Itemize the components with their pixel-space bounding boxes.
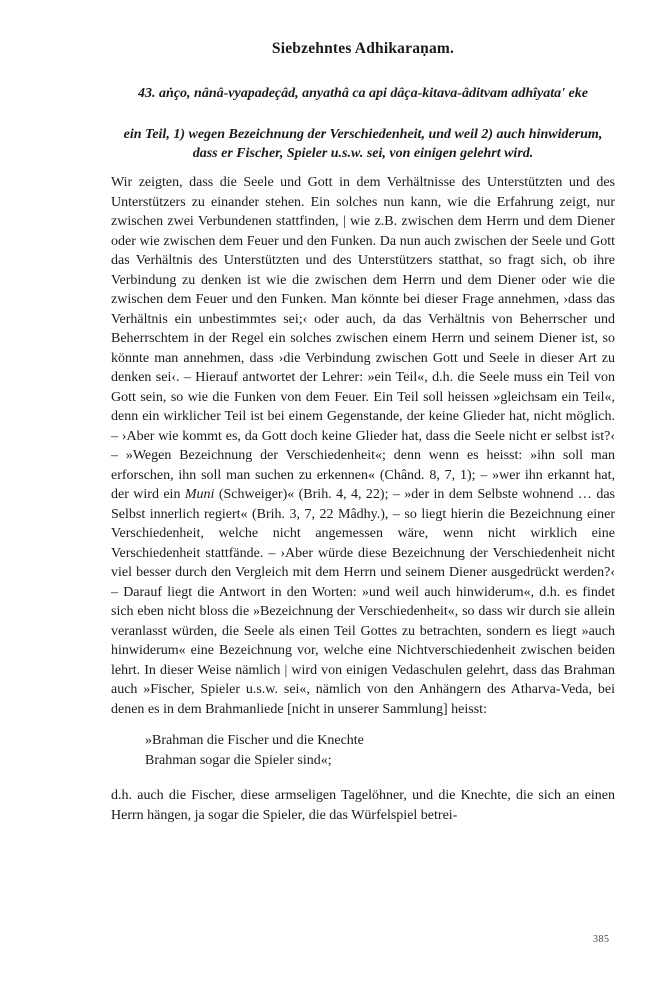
chapter-title: Siebzehntes Adhikaraṇam. bbox=[271, 40, 455, 57]
page-content bbox=[111, 40, 615, 825]
body-paragraph bbox=[111, 173, 615, 719]
verse-line-2: Brahman sogar die Spieler sind«; bbox=[145, 752, 332, 768]
body-text-part-1: Wir zeigten, dass die Seele und Gott in dem Verhältnisse des Unterstützten und des Unterstützers zu einander stehen. Ein solches nun kann, wie die Erfahrung zeigt, nur zwischen zwei Verbundenen stattfinden, | wie z.B. zwischen dem Herrn und dem Diener oder wie zwischen dem Feuer und den Funken. Da nun auch zwischen der Seele und Gott das Verhältnis des Unterstützten und des Unterstützers statthat, so fragt sich, ob ihre Verbindung zu denken ist wie die zwischen dem Herrn und dem Diener oder wie die zwischen dem Feuer und den Funken. Man könnte bei dieser Frage annehmen, ›dass das Verhältnis ein unbestimmtes sei;‹ oder auch, da das Verhältnis von Beherrscher und Beherrschtem in der Regel ein solches zwischen einem Herrn und seinem Diener ist, so könnte man annehmen, dass ›die Verbindung zwischen Gott und Seele in dieser Art zu denken sei‹. – Hierauf antwortet der Lehrer: »ein Teil«, d.h. die Seele muss ein Teil von Gott sein, so wie die Funken von dem Feuer. Ein Teil soll heissen »gleichsam ein Teil«, denn ein wirklicher Teil ist bei einem Gegenstande, der keine Glieder hat, nicht möglich. – ›Aber wie kommt es, da Gott doch keine Glieder hat, dass die Seele nicht er selbst ist?‹ – »Wegen Bezeichnung der Verschiedenheit«; denn wenn es heisst: »ihn soll man erforschen, ihn soll man suchen zu erkennen« (Chând. 8, 7, 1); – »wer ihn erkannt hat, der wird ein bbox=[111, 175, 615, 502]
sutra-text: 43. aṅço, nânâ-vyapadeçâd, anyathâ ca api dâça-kitava-âditvam adhîyata' eke bbox=[138, 86, 588, 101]
muni-word: Muni bbox=[184, 487, 215, 502]
sutra-translation: ein Teil, 1) wegen Bezeichnung der Verschiedenheit, und weil 2) auch hinwiderum, dass er Fischer, Spieler u.s.w. sei, von einigen gelehrt wird. bbox=[123, 127, 603, 161]
verse-quote bbox=[145, 731, 615, 770]
verse-line-1: »Brahman die Fischer und die Knechte bbox=[145, 733, 364, 748]
page-number: 385 bbox=[593, 934, 610, 945]
body-text-part-2: (Schweiger)« (Brih. 4, 4, 22); – »der in dem Selbste wohnend … das Selbst innerlich regiert« (Brih. 3, 7, 22 Mâdhy.), – so liegt hierin die Bezeichnung einer Verschiedenheit, welche nicht angemessen wäre, wenn nicht wirklich eine Verschiedenheit stattfände. – ›Aber würde diese Bezeichnung der Verschiedenheit nicht viel besser durch den Vergleich mit dem Herrn und seinem Diener ausgedrückt werden?‹ – Darauf liegt die Antwort in den Worten: »und weil auch hinwiderum«, d.h. es findet sich eben nicht bloss die »Bezeichnung der Verschiedenheit«, so dass wir durch sie allein veranlasst würden, die Seele als einen Teil Gottes zu betrachten, sondern es liegt »auch hinwiderum« eine Bezeichnung vor, welche eine Nichtverschiedenheit zwischen beiden lehrt. In dieser Weise nämlich | wird von einigen Vedaschulen gelehrt, dass das Brahman auch »Fischer, Spieler u.s.w. sei«, nämlich von den Anhängern des Atharva-Veda, bei denen es in dem Brahmanliede [nicht in unserer Sammlung] heisst: bbox=[111, 487, 615, 717]
continuation-paragraph: d.h. auch die Fischer, diese armseligen Tagelöhner, und die Knechte, die sich an einen Herrn hängen, ja sogar die Spieler, die das Würfelspiel betrei- bbox=[111, 788, 615, 823]
